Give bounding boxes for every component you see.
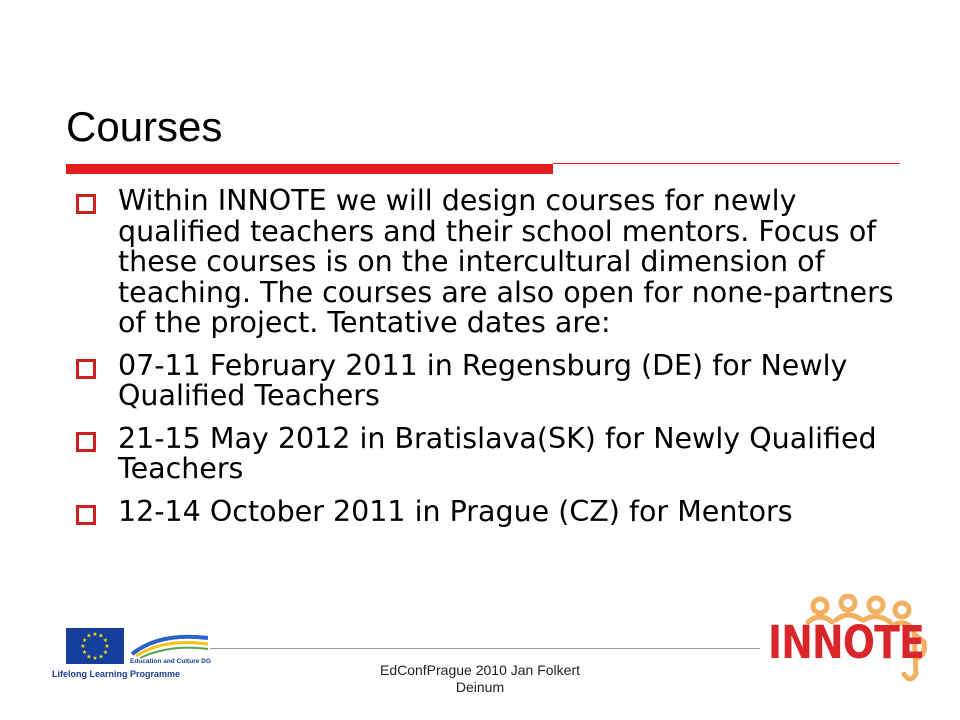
svg-text:★: ★ [92, 655, 98, 662]
square-bullet-icon [76, 194, 96, 214]
footer-line-2: Deinum [455, 679, 505, 695]
svg-text:★: ★ [102, 649, 109, 656]
title-underline-thin [553, 163, 900, 164]
svg-text:★: ★ [92, 631, 98, 638]
square-bullet-icon [76, 505, 96, 525]
footer-text [330, 662, 630, 696]
svg-text:★: ★ [104, 643, 110, 650]
square-bullet-icon [76, 359, 96, 379]
eu-flag-icon [66, 628, 124, 664]
bullet-text: Within INNOTE we will design courses for newly qualified teachers and their school mentors. Focus of these courses is on the intercultural dimension of teaching. The courses are also open for none-partners of the project. Tentative dates are: [118, 184, 894, 339]
bullet-text: 12-14 October 2011 in Prague (CZ) for Mentors [118, 494, 793, 528]
svg-text:★: ★ [98, 632, 104, 640]
bullet-text: 21-15 May 2012 in Bratislava(SK) for Newly Qualified Teachers [118, 421, 877, 485]
slide-title: Courses [66, 103, 223, 150]
innote-wordmark: INNOTE [768, 616, 925, 669]
bullet-list [74, 186, 904, 539]
bullet-item [74, 494, 904, 528]
eu-lifelong-learning-logo [52, 626, 212, 684]
svg-text:★: ★ [98, 653, 104, 661]
svg-text:★: ★ [81, 649, 88, 656]
svg-text:★: ★ [86, 632, 92, 640]
innote-logo [764, 594, 934, 690]
svg-text:★: ★ [86, 653, 92, 661]
eu-programme-text: Lifelong Learning Programme [52, 669, 181, 679]
footer-divider [210, 648, 760, 649]
bullet-text: 07-11 February 2011 in Regensburg (DE) for Newly Qualified Teachers [118, 348, 848, 412]
svg-text:★: ★ [102, 637, 109, 644]
bullet-item [74, 421, 904, 485]
bullet-item [74, 348, 904, 412]
bullet-item [74, 186, 904, 339]
eu-dg-text: Education and Culture DG [130, 658, 211, 665]
title-underline-thick [66, 164, 553, 174]
square-bullet-icon [76, 432, 96, 452]
svg-text:★: ★ [81, 637, 88, 644]
footer-line-1: EdConfPrague 2010 Jan Folkert [379, 662, 580, 678]
svg-text:★: ★ [80, 643, 86, 650]
swoosh-icon [130, 628, 210, 660]
